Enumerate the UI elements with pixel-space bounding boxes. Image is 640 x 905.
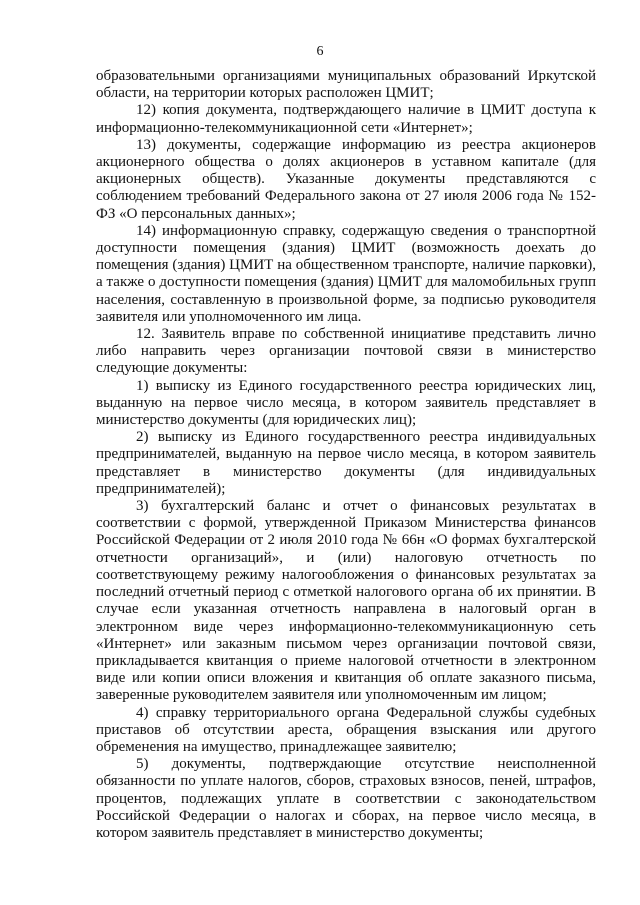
paragraph-subitem-4: 4) справку территориального органа Федеральной службы судебных приставов об отсутствии ареста, обращения взыскания или другого обременения на имущество, принадлежащее заявителю; bbox=[96, 704, 596, 755]
paragraph-subitem-2: 2) выписку из Единого государственного реестра индивидуальных предпринимателей, выданную на первое число месяца, в котором заявитель представляет в министерство документы (для индивидуальных предпринимателей); bbox=[96, 429, 596, 497]
paragraph-item-14: 14) информационную справку, содержащую сведения о транспортной доступности помещения (здания) ЦМИТ (возможность доехать до помещения (здания) ЦМИТ на общественном транспорте, наличие парковки), а также о доступности помещения (здания) ЦМИТ для маломобильных групп населения, составленную в произвольной форме, за подписью руководителя заявителя или уполномоченного им лица. bbox=[96, 222, 596, 325]
page-number: 6 bbox=[316, 44, 324, 59]
paragraph-subitem-1: 1) выписку из Единого государственного реестра юридических лиц, выданную на первое число месяца, в котором заявитель представляет в министерство документы (для юридических лиц); bbox=[96, 377, 596, 429]
paragraph-item-12: 12) копия документа, подтверждающего наличие в ЦМИТ доступа к информационно-телекоммуникационной сети «Интернет»; bbox=[96, 102, 596, 136]
paragraph-subitem-3: 3) бухгалтерский баланс и отчет о финансовых результатах в соответствии с формой, утвержденной Приказом Министерства финансов Российской Федерации от 2 июля 2010 года № 66н «О формах бухгалтерской отчетности организаций», и (или) налоговую отчетность по соответствующему режиму налогообложения о финансовых результатах за последний отчетный период с отметкой налогового органа об их принятии. В случае если указанная отчетность направлена в налоговый орган в электронном виде через информационно-телекоммуникационную сеть «Интернет» или заказным письмом через организации почтовой связи, прикладывается квитанция о приеме налоговой отчетности в электронном виде или копии описи вложения и квитанция об оплате заказного письма, заверенные руководителем заявителя или уполномоченным им лицом; bbox=[96, 498, 596, 704]
paragraph-subitem-5: 5) документы, подтверждающие отсутствие неисполненной обязанности по уплате налогов, сборов, страховых взносов, пеней, штрафов, процентов, подлежащих уплате в соответствии с законодательством Российской Федерации о налогах и сборах, на первое число месяца, в котором заявитель представляет в министерство документы; bbox=[96, 756, 596, 841]
paragraph-continuation: образовательными организациями муниципальных образований Иркутской области, на территории которых расположен ЦМИТ; bbox=[96, 68, 596, 102]
document-body bbox=[96, 68, 596, 842]
paragraph-item-13: 13) документы, содержащие информацию из реестра акционеров акционерного общества о долях акционеров в уставном капитале (для акционерных обществ). Указанные документы представляются с соблюдением требований Федерального закона от 27 июля 2006 года № 152-ФЗ «О персональных данных»; bbox=[96, 136, 596, 222]
paragraph-section-12: 12. Заявитель вправе по собственной инициативе представить лично либо направить через организации почтовой связи в министерство следующие документы: bbox=[96, 326, 596, 377]
